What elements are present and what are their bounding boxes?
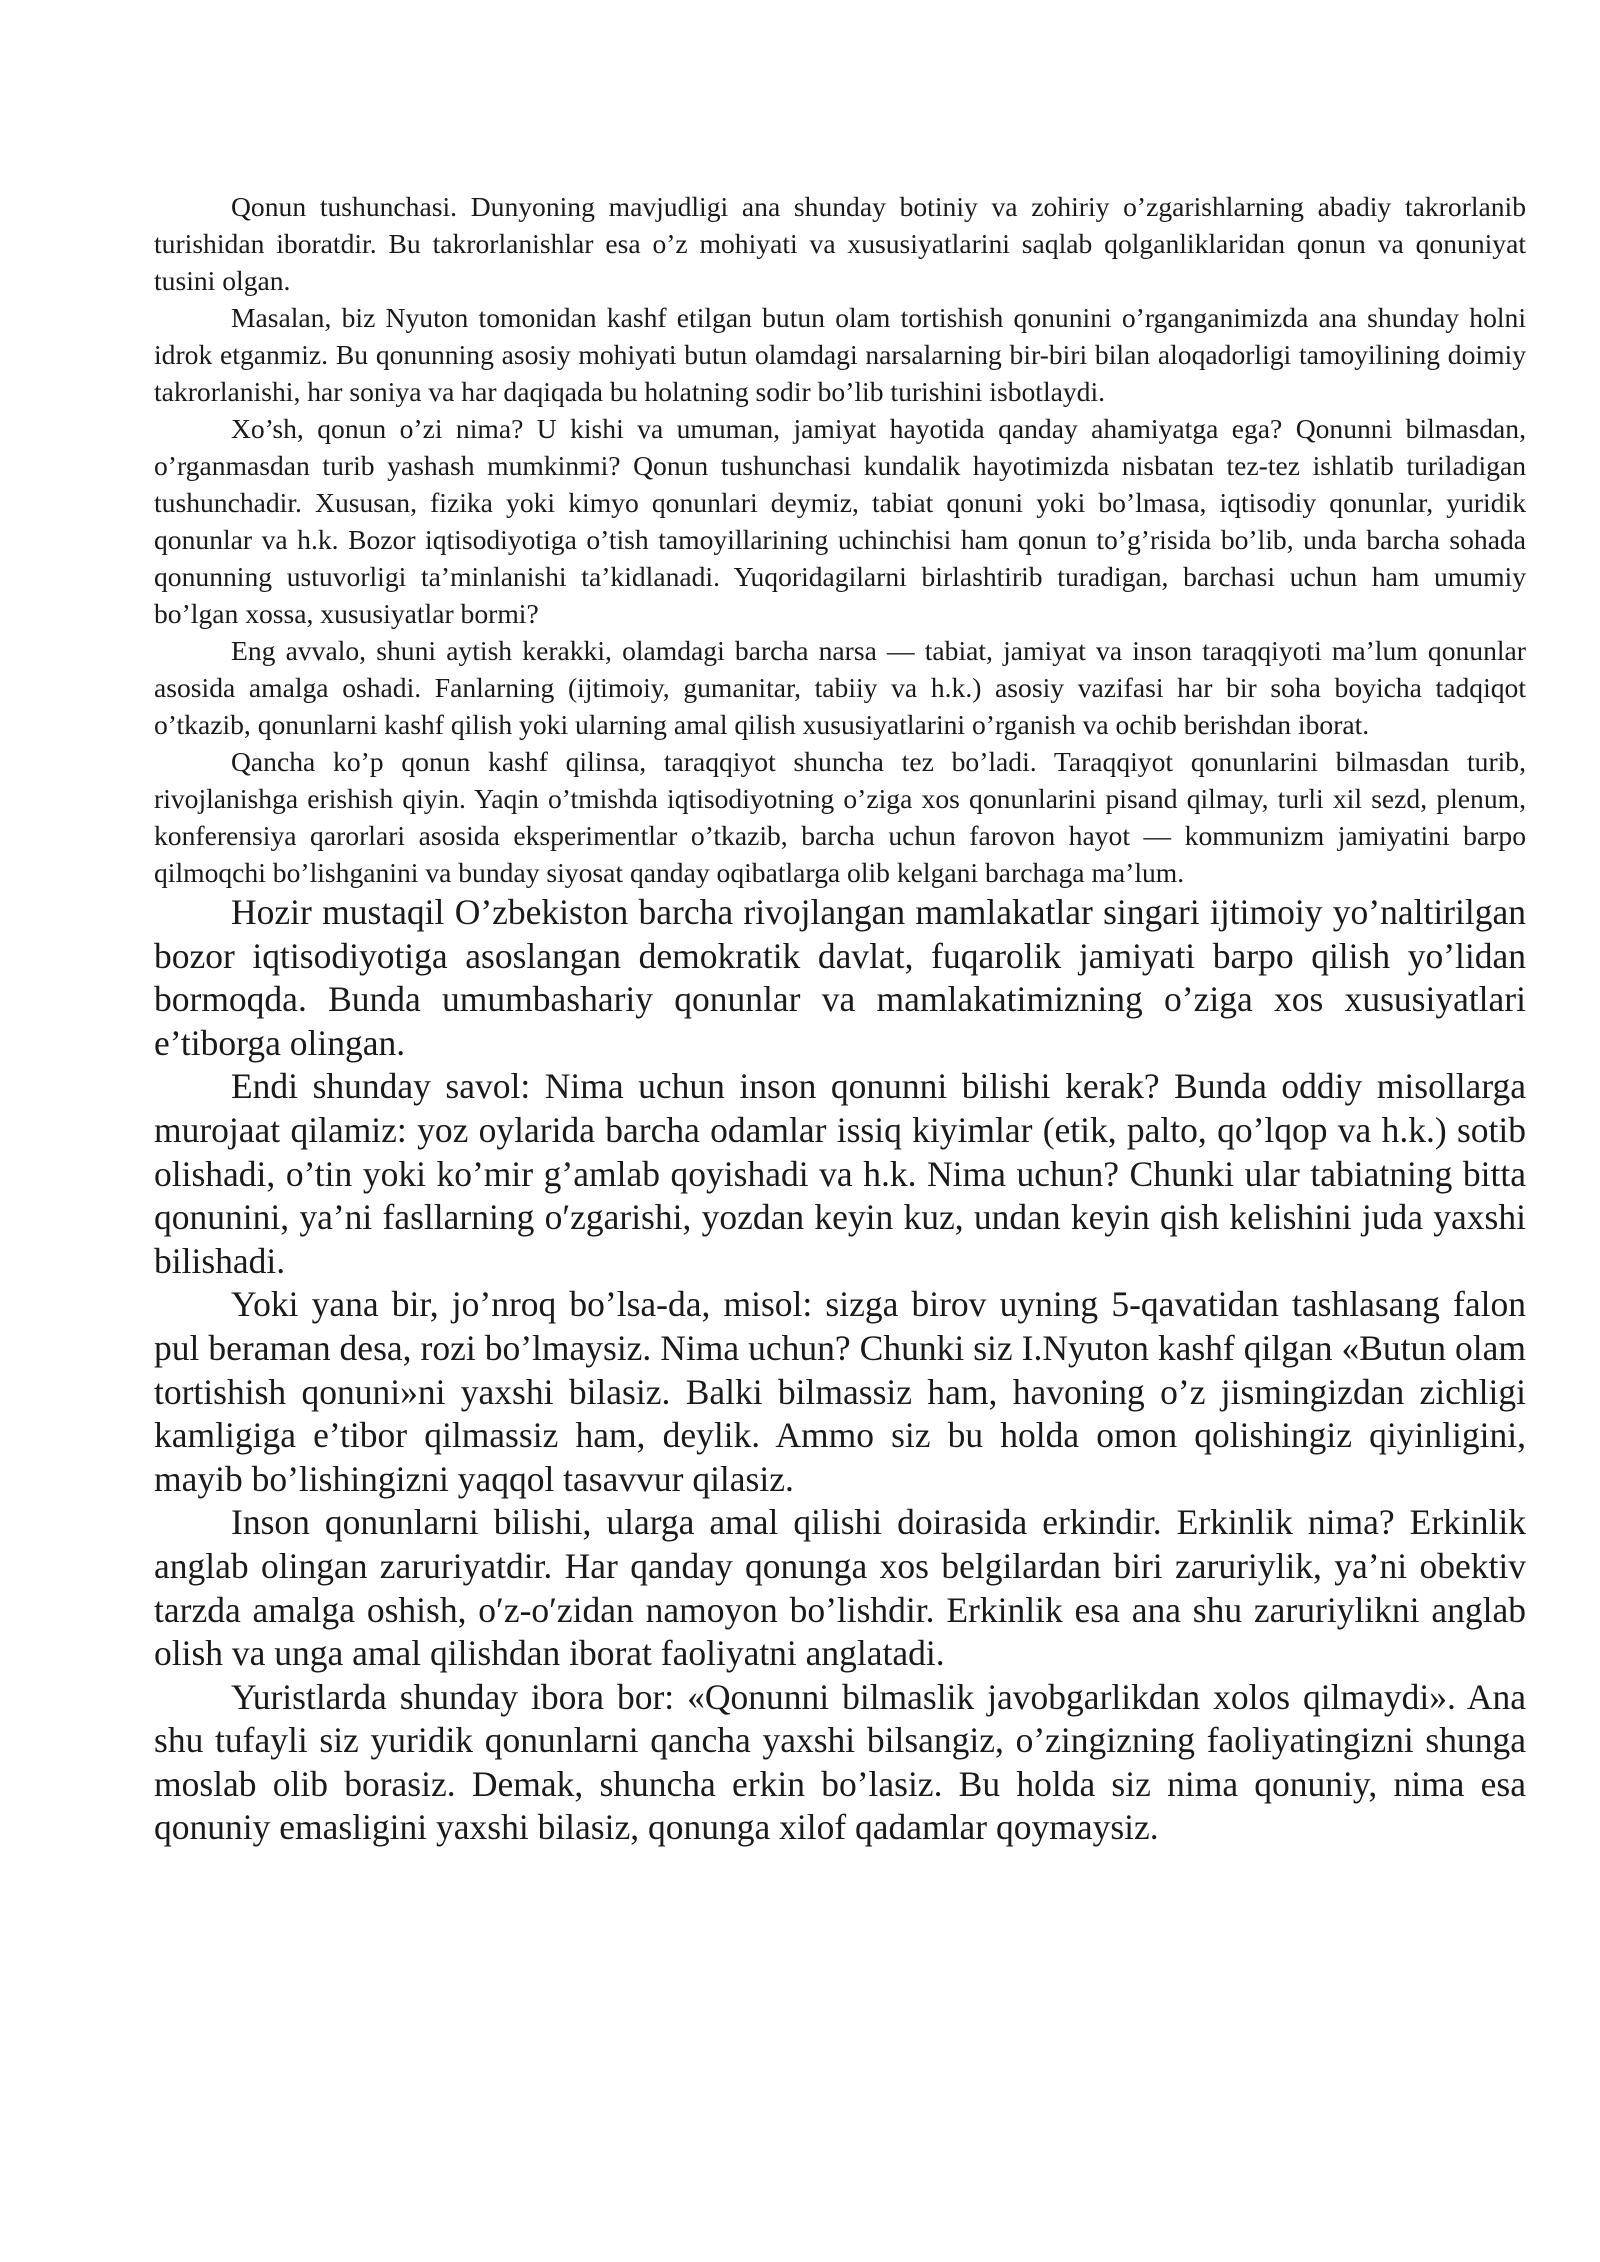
paragraph-4: Eng avvalo, shuni aytish kerakki, olamdagi barcha narsa — tabiat, jamiyat va inson taraqqiyoti ma’lum qonunlar asosida amalga oshadi. Fanlarning (ijtimoiy, gumanitar, tabiiy va h.k.) asosiy vazifasi har bir soha boyicha tadqiqot o’tkazib, qonunlarni kashf qilish yoki ularning amal qilish xususiyatlarini o’rganish va ochib berishdan iborat. bbox=[154, 635, 1526, 740]
document-page bbox=[154, 188, 1526, 1850]
paragraph-1: Qonun tushunchasi. Dunyoning mavjudligi ana shunday botiniy va zohiriy o’zgarishlarning abadiy takrorlanib turishidan iboratdir. Bu takrorlanishlar esa o’z mohiyati va xususiyatlarini saqlab qolganliklaridan qonun va qonuniyat tusini olgan. bbox=[154, 191, 1526, 296]
paragraph-10: Yuristlarda shunday ibora bor: «Qonunni bilmaslik javobgarlikdan xolos qilmaydi». Ana shu tufayli siz yuridik qonunlarni qancha yaxshi bilsangiz, o’zingizning faoliyatingizni shunga moslab olib borasiz. Demak, shuncha erkin bo’lasiz. Bu holda siz nima qonuniy, nima esa qonuniy emasligini yaxshi bilasiz, qonunga xilof qadamlar qoymaysiz. bbox=[154, 1676, 1526, 1848]
paragraph-3: Xo’sh, qonun o’zi nima? U kishi va umuman, jamiyat hayotida qanday ahamiyatga ega? Qonunni bilmasdan, o’rganmasdan turib yashash mumkinmi? Qonun tushunchasi kundalik hayotimizda nisbatan tez-tez ishlatib turiladigan tushunchadir. Xususan, fizika yoki kimyo qonunlari deymiz, tabiat qonuni yoki bo’lmasa, iqtisodiy qonunlar, yuridik qonunlar va h.k. Bozor iqtisodiyotiga o’tish tamoyillarining uchinchisi ham qonun to’g’risida bo’lib, unda barcha sohada qonunning ustuvorligi ta’minlanishi ta’kidlanadi. Yuqoridagilarni birlashtirib turadigan, barchasi uchun ham umumiy bo’lgan xossa, xususiyatlar bormi? bbox=[154, 413, 1526, 629]
paragraph-8: Yoki yana bir, jo’nroq bo’lsa-da, misol: sizga birov uyning 5-qavatidan tashlasang falon pul beraman desa, rozi bo’lmaysiz. Nima uchun? Chunki siz I.Nyuton kashf qilgan «Butun olam tortishish qonuni»ni yaxshi bilasiz. Balki bilmassiz ham, havoning o’z jismingizdan zichligi kamligiga e’tibor qilmassiz ham, deylik. Ammo siz bu holda omon qolishingiz qiyinligini, mayib bo’lishingizni yaqqol tasavvur qilasiz. bbox=[154, 1284, 1526, 1499]
paragraph-2: Masalan, biz Nyuton tomonidan kashf etilgan butun olam tortishish qonunini o’rganganimizda ana shunday holni idrok etganmiz. Bu qonunning asosiy mohiyati butun olamdagi narsalarning bir-biri bilan aloqadorligi tamoyilining doimiy takrorlanishi, har soniya va har daqiqada bu holatning sodir bo’lib turishini isbotlaydi. bbox=[154, 302, 1526, 407]
paragraph-7: Endi shunday savol: Nima uchun inson qonunni bilishi kerak? Bunda oddiy misollarga murojaat qilamiz: yoz oylarida barcha odamlar issiq kiyimlar (etik, palto, qo’lqop va h.k.) sotib olishadi, o’tin yoki ko’mir g’amlab qoyishadi va h.k. Nima uchun? Chunki ular tabiatning bitta qonunini, ya’ni fasllarning oʹzgarishi, yozdan keyin kuz, undan keyin qish kelishini juda yaxshi bilishadi. bbox=[154, 1066, 1526, 1281]
paragraph-5: Qancha ko’p qonun kashf qilinsa, taraqqiyot shuncha tez bo’ladi. Taraqqiyot qonunlarini bilmasdan turib, rivojlanishga erishish qiyin. Yaqin o’tmishda iqtisodiyotning o’ziga xos qonunlarini pisand qilmay, turli xil sezd, plenum, konferensiya qarorlari asosida eksperimentlar o’tkazib, barcha uchun farovon hayot — kommunizm jamiyatini barpo qilmoqchi bo’lishganini va bunday siyosat qanday oqibatlarga olib kelgani barchaga ma’lum. bbox=[154, 746, 1526, 888]
paragraph-6: Hozir mustaqil O’zbekiston barcha rivojlangan mamlakatlar singari ijtimoiy yo’naltirilgan bozor iqtisodiyotiga asoslangan demokratik davlat, fuqarolik jamiyati barpo qilish yo’lidan bormoqda. Bunda umumbashariy qonunlar va mamlakatimizning o’ziga xos xususiyatlari e’tiborga olingan. bbox=[154, 892, 1526, 1063]
paragraph-9: Inson qonunlarni bilishi, ularga amal qilishi doirasida erkindir. Erkinlik nima? Erkinlik anglab olingan zaruriyatdir. Har qanday qonunga xos belgilardan biri zaruriylik, ya’ni obektiv tarzda amalga oshish, oʹz-oʹzidan namoyon bo’lishdir. Erkinlik esa ana shu zaruriylikni anglab olish va unga amal qilishdan iborat faoliyatni anglatadi. bbox=[154, 1502, 1526, 1674]
